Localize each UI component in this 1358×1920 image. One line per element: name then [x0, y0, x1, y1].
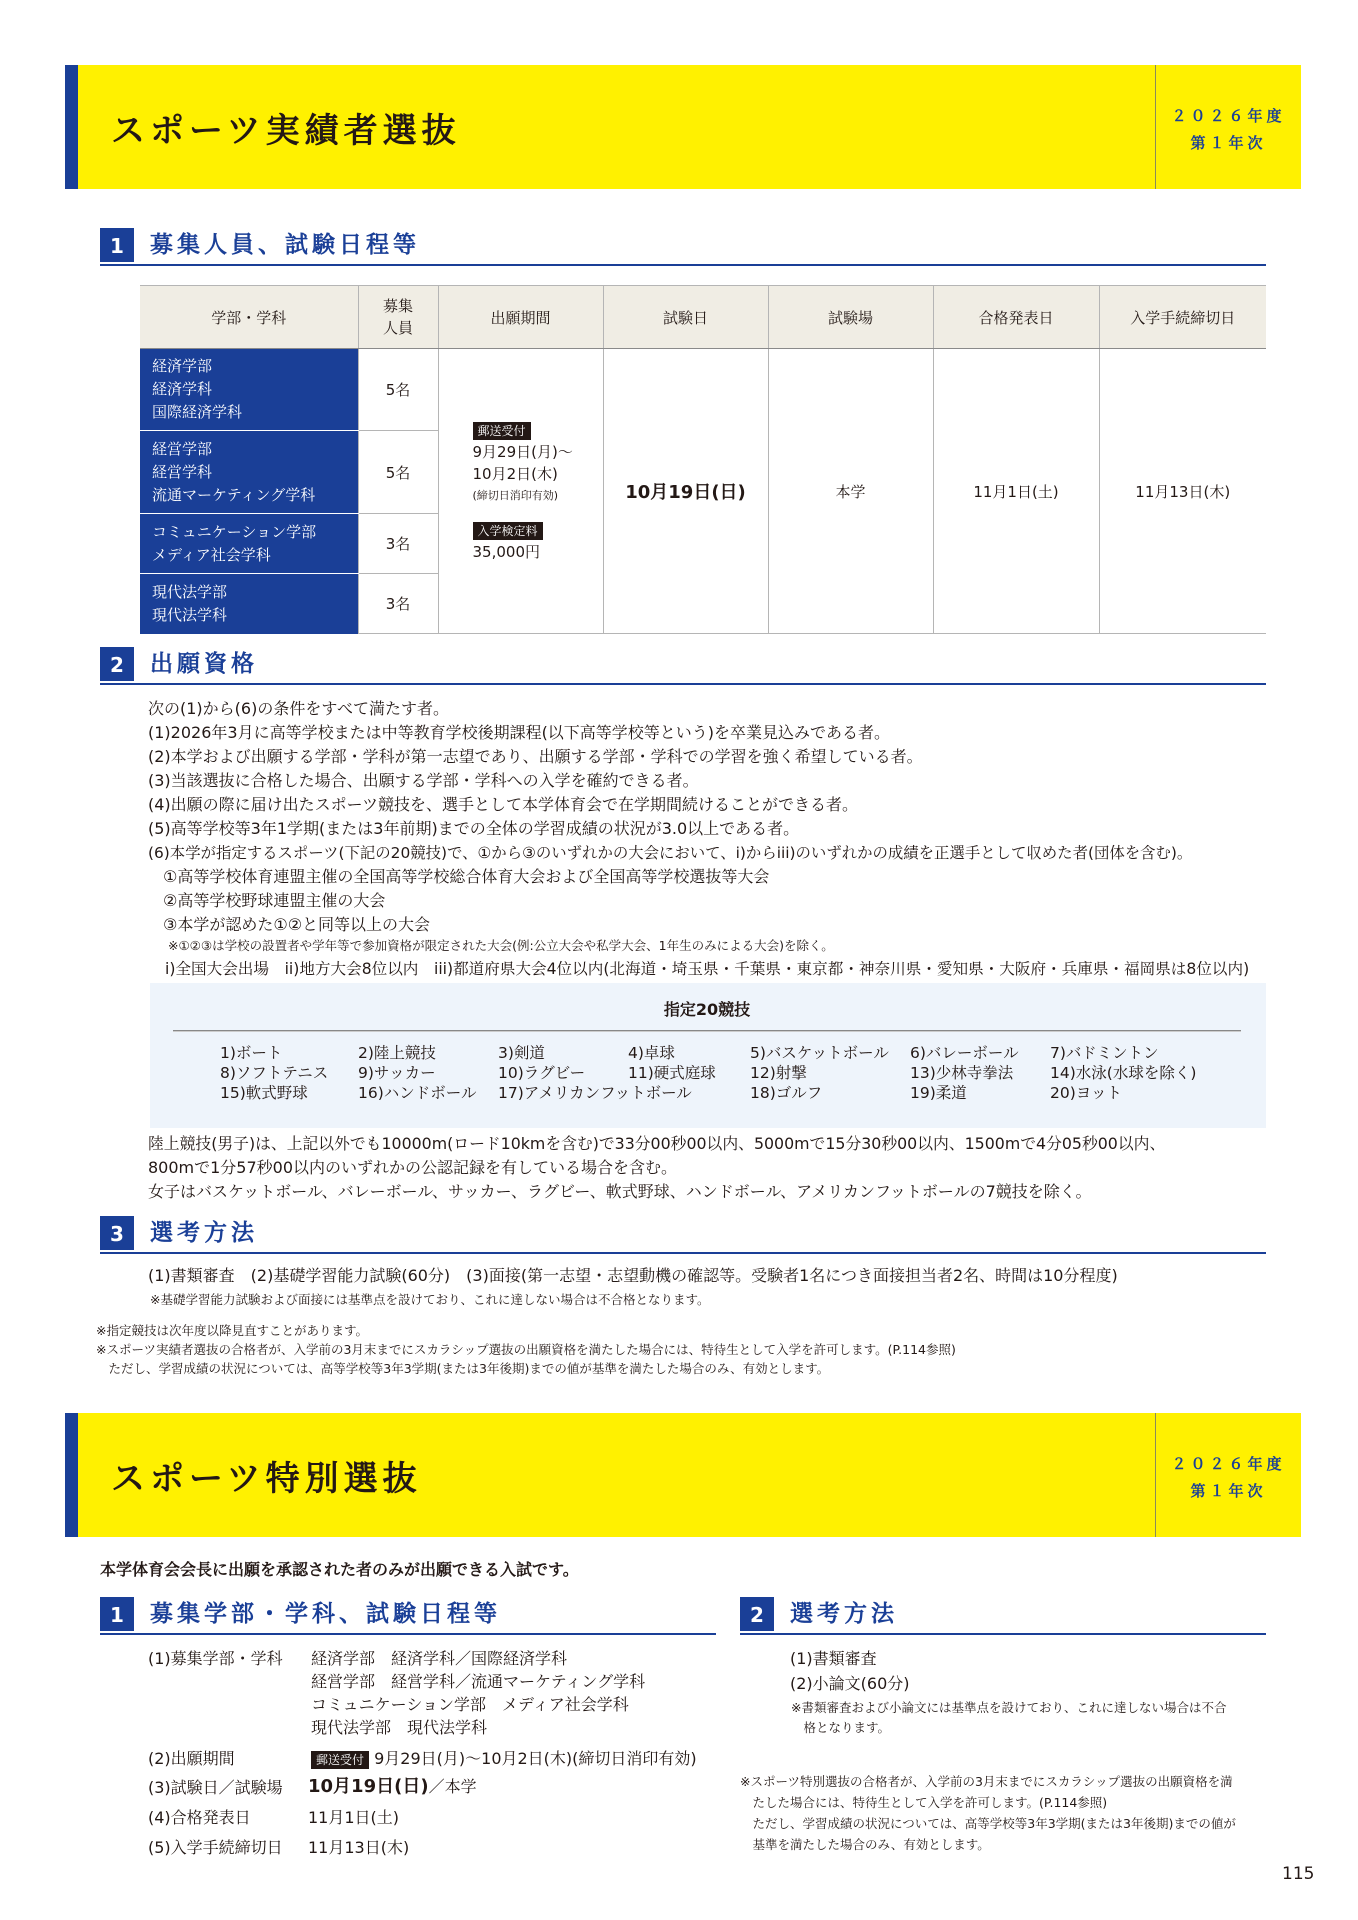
special-selection-item: (1)書類審査 — [790, 1649, 877, 1668]
sport-item: 17)アメリカンフットボール — [498, 1084, 692, 1102]
sport-item: 10)ラグビー — [498, 1064, 586, 1082]
sport-item: 2)陸上競技 — [358, 1044, 436, 1062]
header-exam-venue: 試験場 — [768, 286, 933, 349]
section-heading-selection — [100, 1216, 1266, 1252]
banner-accent-bar — [65, 65, 78, 189]
sport-item: 4)卓球 — [628, 1044, 675, 1062]
period-start: 9月29日(月)～ — [472, 443, 573, 461]
sport-item: 3)剣道 — [498, 1044, 545, 1062]
section-heading-special-selection — [740, 1597, 1266, 1633]
exam-date-cell: 10月19日(日) — [603, 349, 768, 634]
department-name: 国際経済学科 — [152, 403, 243, 421]
department-name: 流通マーケティング学科 — [152, 485, 316, 504]
department-name: メディア社会学科 — [152, 545, 271, 564]
eligibility-item: (5)高等学校等3年1学期(または3年前期)までの全体の学習成績の状況が3.0以上である者。 — [148, 819, 800, 838]
tournament-item: ②高等学校野球連盟主催の大会 — [163, 891, 386, 910]
athletics-exception: 陸上競技(男子)は、上記以外でも10000m(ロード10kmを含む)で33分00秒00以内、5000mで15分30秒00以内、1500mで4分05秒00以内、 — [148, 1134, 1166, 1153]
sport-item: 12)射撃 — [750, 1064, 807, 1082]
eligibility-item: (3)当該選抜に合格した場合、出願する学部・学科への入学を確約できる者。 — [148, 771, 699, 790]
special-selection-note: ※書類審査および小論文には基準点を設けており、これに達しない場合は不合 — [791, 1700, 1227, 1715]
faculty-name: 経営学部 — [152, 439, 213, 458]
section-number: 2 — [740, 1597, 774, 1631]
footnote: ※スポーツ実績者選抜の合格者が、入学前の3月末までにスカラシップ選抜の出願資格を満たした場合には、特待生として入学を許可します。(P.114参照) — [96, 1342, 956, 1357]
eligibility-item: (6)本学が指定するスポーツ(下記の20競技)で、①から③のいずれかの大会において、i)からiii)のいずれかの成績を正選手として収めた者(団体を含む)。 — [148, 844, 1193, 862]
department-cell — [140, 574, 358, 634]
sport-item: 1)ボート — [220, 1044, 283, 1062]
banner-grade: 第１年次 — [1190, 1482, 1267, 1500]
section-heading-special-recruitment — [100, 1597, 716, 1633]
header-exam-date: 試験日 — [603, 286, 768, 349]
footnote: ただし、学習成績の状況については、高等学校等3年3学期(または3年後期)までの値が基準を満たした場合のみ、有効とします。 — [96, 1361, 830, 1376]
sports-divider-shadow — [173, 1031, 1241, 1032]
tournament-item: ③本学が認めた①②と同等以上の大会 — [163, 915, 431, 934]
section-underline — [100, 683, 1266, 685]
sport-item: 9)サッカー — [358, 1064, 436, 1082]
special-footnote: ただし、学習成績の状況については、高等学校等3年3学期(または3年後期)までの値が — [740, 1816, 1236, 1831]
section-underline — [740, 1633, 1266, 1635]
table-row — [140, 349, 1266, 431]
schedule-table — [140, 285, 1266, 634]
eligibility-item: (4)出願の際に届け出たスポーツ競技を、選手として本学体育会で在学期間続けることができる者。 — [148, 795, 859, 814]
sports-column — [1050, 1043, 1196, 1103]
faculty-name: 現代法学部 — [152, 582, 228, 601]
fee-tag: 入学検定料 — [473, 522, 543, 540]
period-note: (締切日消印有効) — [472, 489, 559, 502]
eligibility-intro: 次の(1)から(6)の条件をすべて満たす者。 — [148, 699, 450, 718]
footnote: ※指定競技は次年度以降見直すことがあります。 — [96, 1323, 368, 1338]
department-cell — [140, 349, 358, 431]
special-selection-item: (2)小論文(60分) — [790, 1674, 910, 1693]
dept-entry: 経営学部 経営学科／流通マーケティング学科 — [311, 1672, 646, 1691]
result-label: (4)合格発表日 — [148, 1808, 251, 1827]
sports-column — [358, 1043, 476, 1103]
special-footnote: たした場合には、特待生として入学を許可します。(P.114参照) — [740, 1795, 1108, 1810]
deadline-value: 11月13日(木) — [308, 1838, 410, 1857]
sports-column — [750, 1043, 889, 1103]
section-underline — [100, 1633, 716, 1635]
sport-item: 11)硬式庭球 — [628, 1064, 716, 1082]
section-title: 募集学部・学科、試験日程等 — [150, 1601, 501, 1627]
eligibility-item: (2)本学および出願する学部・学科が第一志望であり、出願する学部・学科での学習を強く希望している者。 — [148, 747, 923, 766]
dept-entry: 経済学部 経済学科／国際経済学科 — [311, 1649, 568, 1668]
header-application-period: 出願期間 — [438, 286, 603, 349]
banner-year: ２０２６年度 — [1171, 1455, 1286, 1473]
section-title: 選考方法 — [150, 1220, 258, 1246]
mail-tag: 郵送受付 — [311, 1751, 369, 1769]
exam-fee: 35,000円 — [472, 543, 540, 561]
sport-item: 6)バレーボール — [910, 1044, 1019, 1062]
dept-entry: 現代法学部 現代法学科 — [311, 1718, 488, 1737]
banner-year: ２０２６年度 — [1171, 107, 1286, 125]
result-date-cell: 11月1日(土) — [933, 349, 1099, 634]
capacity-cell: 5名 — [358, 349, 438, 431]
sport-item: 18)ゴルフ — [750, 1084, 823, 1102]
section-number: 3 — [100, 1216, 134, 1250]
department-name: 経済学科 — [152, 380, 213, 398]
section-underline — [100, 1252, 1266, 1254]
header-capacity: 募集 人員 — [358, 286, 438, 349]
results-criteria: i)全国大会出場 ii)地方大会8位以内 iii)都道府県大会4位以内(北海道・埼玉県・千葉県・東京都・神奈川県・愛知県・大阪府・兵庫県・福岡県は8位以内) — [165, 960, 1250, 978]
section-heading-eligibility — [100, 647, 1266, 683]
faculty-name: コミュニケーション学部 — [152, 522, 317, 541]
exam-venue-cell: 本学 — [768, 349, 933, 634]
period-text: 9月29日(月)～10月2日(木)(締切日消印有効) — [374, 1749, 697, 1768]
sport-item: 8)ソフトテニス — [220, 1064, 329, 1082]
sport-item: 5)バスケットボール — [750, 1044, 889, 1062]
mail-tag: 郵送受付 — [473, 422, 531, 440]
capacity-cell: 3名 — [358, 514, 438, 574]
eligibility-item: (1)2026年3月に高等学校または中等教育学校後期課程(以下高等学校等という)を卒業見込みである者。 — [148, 723, 891, 742]
exam-value — [308, 1775, 477, 1799]
tournament-note: ※①②③は学校の設置者や学年等で参加資格が限定された大会(例:公立大会や私学大会、1年生のみによる大会)を除く。 — [168, 938, 834, 953]
selection-note: ※基礎学習能力試験および面接には基準点を設けており、これに達しない場合は不合格となります。 — [150, 1292, 710, 1307]
banner-sports-achievement — [65, 65, 1301, 189]
header-result-date: 合格発表日 — [933, 286, 1099, 349]
section-number: 1 — [100, 1597, 134, 1631]
dept-label: (1)募集学部・学科 — [148, 1649, 283, 1668]
designated-sports-box — [150, 983, 1266, 1128]
banner-title: スポーツ実績者選抜 — [111, 111, 461, 151]
special-footnote: 基準を満たした場合のみ、有効とします。 — [740, 1837, 990, 1852]
exam-venue: ／本学 — [428, 1777, 477, 1796]
sport-item: 15)軟式野球 — [220, 1084, 308, 1102]
section-underline — [100, 264, 1266, 266]
banner-accent-bar — [65, 1413, 78, 1537]
special-selection-note: 格となります。 — [791, 1720, 891, 1735]
sports-column — [910, 1043, 1019, 1103]
faculty-name: 経済学部 — [152, 357, 213, 375]
period-value — [311, 1747, 697, 1771]
exam-date: 10月19日(日) — [308, 1776, 429, 1797]
section-number: 2 — [100, 647, 134, 681]
result-value: 11月1日(土) — [308, 1808, 400, 1827]
sports-column — [628, 1043, 716, 1083]
section-heading-recruitment — [100, 228, 1266, 264]
sport-item: 20)ヨット — [1050, 1084, 1122, 1102]
section-title: 出願資格 — [150, 651, 258, 677]
section-title: 選考方法 — [790, 1601, 898, 1627]
department-name: 経営学科 — [152, 462, 213, 481]
section-title: 募集人員、試験日程等 — [150, 232, 420, 258]
period-end: 10月2日(木) — [472, 465, 558, 483]
banner-sports-special — [65, 1413, 1301, 1537]
banner-divider — [1155, 1413, 1156, 1537]
sport-item: 13)少林寺拳法 — [910, 1064, 1014, 1082]
special-footnote: ※スポーツ特別選抜の合格者が、入学前の3月末までにスカラシップ選抜の出願資格を満 — [740, 1774, 1233, 1789]
dept-entry: コミュニケーション学部 メディア社会学科 — [311, 1695, 629, 1714]
section-number: 1 — [100, 228, 134, 262]
capacity-cell: 3名 — [358, 574, 438, 634]
department-cell — [140, 514, 358, 574]
athletics-exception: 800mで1分57秒00以内のいずれかの公認記録を有している場合を含む。 — [148, 1158, 678, 1177]
page-number: 115 — [1282, 1864, 1315, 1884]
header-enrollment-deadline: 入学手続締切日 — [1099, 286, 1266, 349]
banner-divider — [1155, 65, 1156, 189]
deadline-label: (5)入学手続締切日 — [148, 1838, 283, 1857]
special-intro: 本学体育会会長に出願を承認された者のみが出願できる入試です。 — [100, 1560, 579, 1579]
sports-column — [220, 1043, 328, 1103]
table-header-row — [140, 286, 1266, 349]
sport-item: 14)水泳(水球を除く) — [1050, 1064, 1197, 1082]
deadline-cell: 11月13日(木) — [1099, 349, 1266, 634]
capacity-cell: 5名 — [358, 431, 438, 514]
banner-grade: 第１年次 — [1190, 134, 1267, 152]
sport-item: 7)バドミントン — [1050, 1044, 1159, 1062]
women-exclusion: 女子はバスケットボール、バレーボール、サッカー、ラグビー、軟式野球、ハンドボール、アメリカンフットボールの7競技を除く。 — [148, 1182, 1092, 1201]
sport-item: 19)柔道 — [910, 1084, 967, 1102]
tournament-item: ①高等学校体育連盟主催の全国高等学校総合体育大会および全国高等学校選抜等大会 — [163, 867, 770, 886]
selection-method: (1)書類審査 (2)基礎学習能力試験(60分) (3)面接(第一志望・志望動機の確認等。受験者1名につき面接担当者2名、時間は10分程度) — [148, 1266, 1118, 1285]
department-name: 現代法学科 — [152, 605, 228, 624]
sport-item: 16)ハンドボール — [358, 1084, 477, 1102]
sports-heading: 指定20競技 — [663, 1000, 751, 1019]
application-period-cell — [438, 349, 603, 634]
exam-label: (3)試験日／試験場 — [148, 1778, 283, 1797]
banner-title: スポーツ特別選抜 — [111, 1459, 422, 1499]
header-department: 学部・学科 — [140, 286, 358, 349]
department-cell — [140, 431, 358, 514]
period-label: (2)出願期間 — [148, 1749, 235, 1768]
